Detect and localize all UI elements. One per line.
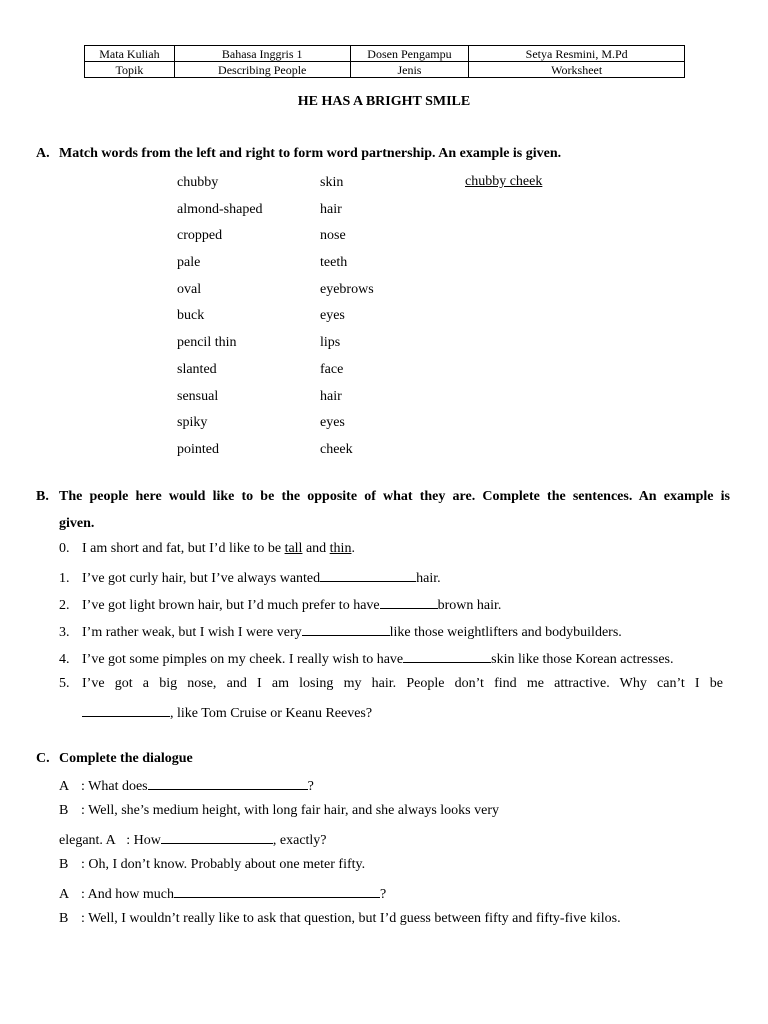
item-number: 4. — [59, 652, 70, 667]
left-word: pointed — [177, 441, 219, 457]
item-text: brown hair. — [437, 598, 502, 613]
topic-info-row — [85, 62, 685, 78]
exercise-item — [59, 541, 355, 557]
right-word: eyebrows — [320, 281, 374, 297]
item-number: 3. — [59, 625, 70, 640]
section-heading-text: Match words from the left and right to form word partnership. An example is given. — [59, 146, 562, 161]
speaker: B — [59, 911, 69, 926]
course-label: Mata Kuliah — [85, 46, 175, 62]
lecturer-label: Dosen Pengampu — [350, 46, 469, 62]
speaker: B — [59, 803, 69, 818]
item-text: hair. — [416, 571, 441, 586]
example-answer: chubby cheek — [465, 174, 543, 189]
lecturer-value: Setya Resmini, M.Pd — [469, 46, 685, 62]
section-c-heading — [36, 751, 193, 767]
dialogue-text: ? — [307, 779, 314, 794]
exercise-item — [59, 595, 501, 614]
section-letter: A. — [36, 146, 50, 161]
answer-blank[interactable] — [82, 703, 170, 717]
dialogue-text: : And how much — [81, 887, 174, 902]
answer-blank[interactable] — [403, 649, 491, 663]
dialogue-text: : What does — [81, 779, 148, 794]
right-word: eyes — [320, 415, 345, 431]
answer-blank[interactable] — [148, 776, 308, 790]
item-text: I’ve got a big nose, and I am losing my hair. People don’t find me attractive. Why can’t I be — [82, 676, 723, 691]
section-a-heading — [36, 146, 561, 162]
section-heading-text: The people here would like to be the opposite of what they are. Complete the sentences. An example is — [59, 489, 730, 504]
item-number: 1. — [59, 571, 70, 586]
right-word: face — [320, 361, 344, 377]
dialogue-text: : Well, I wouldn’t really like to ask that question, but I’d guess between fifty and fifty-five kilos. — [81, 911, 621, 926]
item-text: I’ve got light brown hair, but I’d much prefer to have — [82, 598, 380, 613]
dialogue-line — [59, 776, 314, 795]
exercise-item-cont — [82, 703, 372, 722]
example-word: tall — [284, 541, 303, 556]
dialogue-line — [59, 830, 327, 849]
course-value: Bahasa Inggris 1 — [174, 46, 350, 62]
right-word: eyes — [320, 308, 345, 324]
dialogue-line — [59, 884, 386, 903]
right-word: hair — [320, 388, 342, 404]
answer-blank[interactable] — [380, 595, 438, 609]
item-text: I’m rather weak, but I wish I were very — [82, 625, 302, 640]
topic-label: Topik — [85, 62, 175, 78]
left-word: cropped — [177, 228, 223, 244]
right-word-column — [320, 174, 374, 468]
item-text: , like Tom Cruise or Keanu Reeves? — [170, 706, 373, 721]
item-number: 0. — [59, 541, 70, 556]
section-b-heading-cont: given. — [59, 516, 95, 531]
item-number: 2. — [59, 598, 70, 613]
dialogue-line — [59, 911, 621, 927]
left-word: spiky — [177, 415, 208, 431]
left-word: pencil thin — [177, 335, 237, 351]
dialogue-text: ? — [379, 887, 387, 902]
example-word: thin — [329, 541, 352, 556]
item-text: I’ve got curly hair, but I’ve always wanted — [82, 571, 321, 586]
left-word: chubby — [177, 175, 219, 190]
item-text: . — [351, 541, 355, 556]
left-word: oval — [177, 281, 202, 297]
dialogue-text: , exactly? — [272, 833, 327, 848]
dialogue-text: elegant. A — [59, 833, 116, 848]
left-word: almond-shaped — [177, 201, 263, 217]
right-word: cheek — [320, 441, 353, 457]
type-value: Worksheet — [469, 62, 685, 78]
exercise-item — [59, 676, 723, 692]
dialogue-text: : Well, she’s medium height, with long fair hair, and she always looks very — [81, 803, 499, 818]
item-text: I am short and fat, but I’d like to be — [82, 541, 285, 556]
section-b-heading — [36, 489, 730, 505]
dialogue-line — [59, 803, 499, 819]
topic-value: Describing People — [174, 62, 350, 78]
course-info-table — [84, 45, 685, 78]
section-letter: B. — [36, 489, 49, 504]
answer-blank[interactable] — [320, 568, 416, 582]
answer-blank[interactable] — [161, 830, 273, 844]
item-text: and — [302, 541, 330, 556]
right-word: teeth — [320, 255, 348, 271]
dialogue-line — [59, 857, 365, 873]
right-word: lips — [320, 335, 341, 351]
exercise-item — [59, 622, 622, 641]
course-info-row — [85, 46, 685, 62]
right-word: hair — [320, 201, 342, 217]
item-text: skin like those Korean actresses. — [491, 652, 674, 667]
item-text: like those weightlifters and bodybuilders. — [389, 625, 622, 640]
speaker: A — [59, 779, 70, 794]
left-word: slanted — [177, 361, 217, 377]
exercise-item — [59, 649, 673, 668]
left-word: buck — [177, 308, 205, 324]
left-word-column — [177, 174, 263, 468]
item-number: 5. — [59, 676, 70, 691]
exercise-item — [59, 568, 441, 587]
section-letter: C. — [36, 751, 50, 766]
right-word: nose — [320, 228, 346, 244]
dialogue-text: : How — [126, 833, 161, 848]
type-label: Jenis — [350, 62, 469, 78]
right-word: skin — [320, 175, 344, 190]
item-text: I’ve got some pimples on my cheek. I really wish to have — [82, 652, 404, 667]
dialogue-text: : Oh, I don’t know. Probably about one meter fifty. — [81, 857, 366, 872]
section-heading-text: Complete the dialogue — [59, 751, 193, 766]
answer-blank[interactable] — [302, 622, 390, 636]
worksheet-title: HE HAS A BRIGHT SMILE — [297, 94, 471, 109]
left-word: pale — [177, 255, 201, 271]
left-word: sensual — [177, 388, 219, 404]
speaker: A — [59, 887, 70, 902]
speaker: B — [59, 857, 69, 872]
answer-blank[interactable] — [174, 884, 380, 898]
